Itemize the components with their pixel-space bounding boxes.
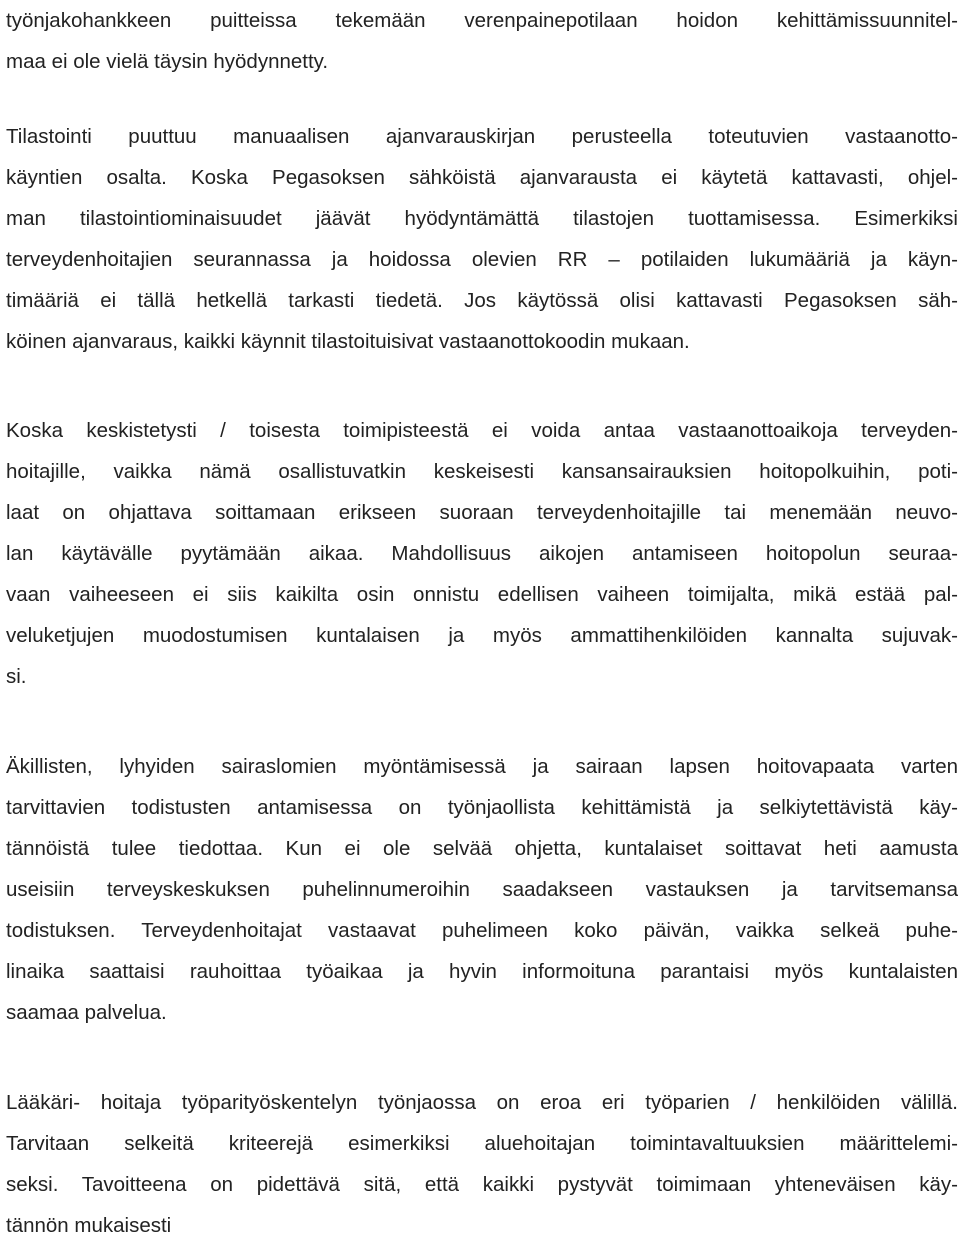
text-line: saamaa palvelua. bbox=[6, 1001, 167, 1024]
text-line: laat on ohjattava soittamaan erikseen suoraan terveydenhoitajille tai menemään neuvo- bbox=[6, 501, 958, 524]
text-line: maa ei ole vielä täysin hyödynnetty. bbox=[6, 50, 329, 73]
text-line: seksi. Tavoitteena on pidettävä sitä, että kaikki pystyvät toimimaan yhteneväisen käy- bbox=[6, 1173, 958, 1196]
text-line: man tilastointiominaisuudet jäävät hyödyntämättä tilastojen tuottamisessa. Esimerkiksi bbox=[6, 207, 958, 230]
text-line: Lääkäri- hoitaja työparityöskentelyn työnjaossa on eroa eri työparien / henkilöiden välillä. bbox=[6, 1091, 958, 1114]
text-line: lan käytävälle pyytämään aikaa. Mahdollisuus aikojen antamiseen hoitopolun seuraa- bbox=[6, 542, 958, 565]
text-line: tännöistä tulee tiedottaa. Kun ei ole selvää ohjetta, kuntalaiset soittavat heti aamusta bbox=[6, 837, 958, 860]
text-line: Tilastointi puuttuu manuaalisen ajanvarauskirjan perusteella toteutuvien vastaanotto- bbox=[6, 125, 958, 148]
text-line: köinen ajanvaraus, kaikki käynnit tilastoituisivat vastaanottokoodin mukaan. bbox=[6, 330, 690, 353]
paragraph-3 bbox=[6, 410, 958, 697]
text-line: timääriä ei tällä hetkellä tarkasti tiedetä. Jos käytössä olisi kattavasti Pegasoksen säh- bbox=[6, 289, 958, 312]
text-line: käyntien osalta. Koska Pegasoksen sähköistä ajanvarausta ei käytetä kattavasti, ohjel- bbox=[6, 166, 958, 189]
text-line: useisiin terveyskeskuksen puhelinnumeroihin saadakseen vastauksen ja tarvitsemansa bbox=[6, 878, 958, 901]
paragraph-4 bbox=[6, 746, 958, 1033]
paragraph-1 bbox=[6, 0, 958, 82]
text-line: Koska keskistetysti / toisesta toimipisteestä ei voida antaa vastaanottoaikoja terveyden- bbox=[6, 419, 958, 442]
text-line: hoitajille, vaikka nämä osallistuvatkin keskeisesti kansansairauksien hoitopolkuihin, poti- bbox=[6, 460, 958, 483]
text-line: Tarvitaan selkeitä kriteerejä esimerkiksi aluehoitajan toimintavaltuuksien määrittelemi- bbox=[6, 1132, 958, 1155]
text-line: terveydenhoitajien seurannassa ja hoidossa olevien RR – potilaiden lukumääriä ja käyn- bbox=[6, 248, 958, 271]
text-line: tarvittavien todistusten antamisessa on työnjaollista kehittämistä ja selkiytettävistä käy- bbox=[6, 796, 958, 819]
text-line: veluketjujen muodostumisen kuntalaisen ja myös ammattihenkilöiden kannalta sujuvak- bbox=[6, 624, 958, 647]
text-line: Äkillisten, lyhyiden sairaslomien myöntämisessä ja sairaan lapsen hoitovapaata varten bbox=[6, 755, 958, 778]
text-line: linaika saattaisi rauhoittaa työaikaa ja hyvin informoituna parantaisi myös kuntalaisten bbox=[6, 960, 958, 983]
text-line: tännön mukaisesti bbox=[6, 1214, 172, 1237]
text-line: vaan vaiheeseen ei siis kaikilta osin onnistu edellisen vaiheen toimijalta, mikä estää pal- bbox=[6, 583, 958, 606]
text-line: si. bbox=[6, 665, 27, 688]
paragraph-2 bbox=[6, 116, 958, 362]
text-line: todistuksen. Terveydenhoitajat vastaavat puhelimeen koko päivän, vaikka selkeä puhe- bbox=[6, 919, 958, 942]
paragraph-5 bbox=[6, 1082, 958, 1246]
text-line: työnjakohankkeen puitteissa tekemään verenpainepotilaan hoidon kehittämissuunnitel- bbox=[6, 9, 958, 32]
